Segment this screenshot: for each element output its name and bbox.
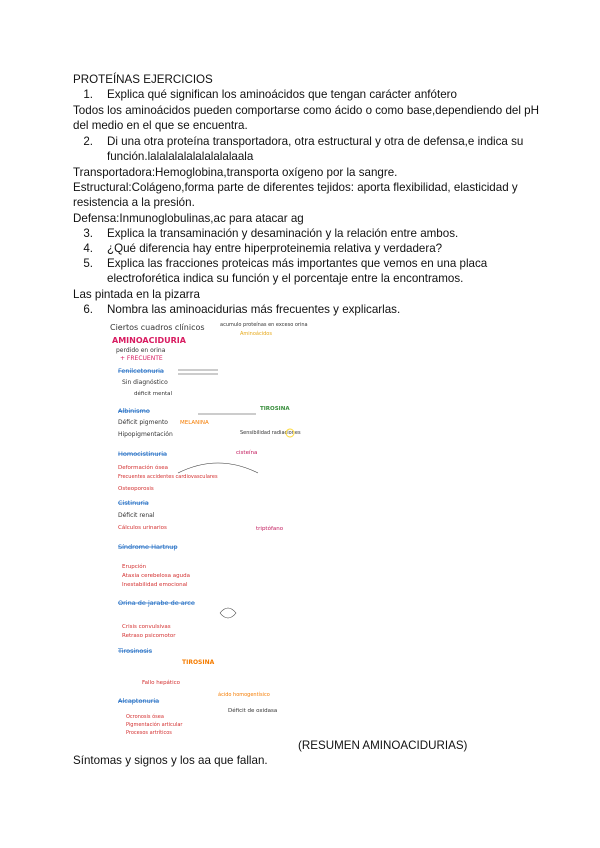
notes-mel: MELANINA bbox=[180, 420, 209, 426]
question-text: ¿Qué diferencia hay entre hiperproteinemia relativa y verdadera? bbox=[107, 242, 443, 255]
notes-item-jarabe: Orina de jarabe de arce bbox=[118, 599, 195, 607]
notes-subtitle: perdido en orina bbox=[116, 347, 166, 354]
question-2 bbox=[73, 134, 593, 164]
notes-tyr: TIROSINA bbox=[260, 406, 290, 412]
handwritten-notes-svg bbox=[108, 318, 308, 738]
note-pizarra: Las pintada en la pizarra bbox=[73, 288, 200, 301]
question-text: Di una otra proteína transportadora, otra estructural y otra de defensa,e indica su bbox=[107, 135, 524, 148]
notes-deform: Deformación ósea bbox=[118, 465, 168, 471]
question-text-continued: función.lalalalalalalalalalaala bbox=[107, 150, 254, 163]
question-6 bbox=[73, 302, 593, 317]
page-title: PROTEÍNAS EJERCICIOS bbox=[73, 73, 213, 86]
notes-tyr2: TIROSINA bbox=[182, 659, 215, 666]
notes-cis: cisteína bbox=[236, 450, 258, 456]
notes-item-cistinuria: Cistinuria bbox=[118, 499, 149, 507]
question-number: 6. bbox=[83, 303, 93, 316]
arrow-curve bbox=[220, 608, 236, 618]
notes-header-note2: Aminoácidos bbox=[240, 331, 272, 337]
notes-item-fenilcetonuria: Fenilcetonuria bbox=[118, 367, 164, 375]
arrow-curve bbox=[178, 463, 258, 473]
notes-artritis: Procesos artríticos bbox=[126, 730, 172, 736]
notes-inest: Inestabilidad emocional bbox=[122, 582, 188, 588]
question-number: 3. bbox=[83, 227, 93, 240]
notes-hipopig: Hipopigmentación bbox=[118, 431, 173, 438]
notes-crisis: Crisis convulsivas bbox=[122, 624, 171, 630]
notes-header: Ciertos cuadros clínicos bbox=[110, 323, 205, 332]
footer-note: Síntomas y signos y los aa que fallan. bbox=[73, 754, 268, 767]
notes-def-renal: Déficit renal bbox=[118, 512, 155, 519]
answer-defensa: Defensa:Inmunoglobulinas,ac para atacar ag bbox=[73, 212, 304, 225]
question-5 bbox=[73, 256, 593, 286]
question-text: Explica qué significan los aminoácidos que tengan carácter anfótero bbox=[107, 88, 457, 101]
question-number: 1. bbox=[83, 88, 93, 101]
notes-def-oxid: Déficit de oxidasa bbox=[228, 708, 278, 714]
answer-transportadora: Transportadora:Hemoglobina,transporta oxígeno por la sangre. bbox=[73, 166, 398, 179]
question-text: Explica las fracciones proteicas más importantes que vemos en una placa bbox=[107, 257, 488, 270]
notes-pigm: Pigmentación articular bbox=[126, 722, 183, 728]
notes-acido: ácido homogentísico bbox=[218, 692, 270, 698]
question-text: Explica la transaminación y desaminación y la relación entre ambos. bbox=[107, 227, 459, 240]
notes-erup: Erupción bbox=[122, 564, 147, 570]
question-1 bbox=[73, 87, 593, 102]
notes-item-hartnup: Síndrome Hartnup bbox=[118, 543, 178, 551]
question-text: Nombra las aminoacidurias más frecuentes y explicarlas. bbox=[107, 303, 401, 316]
notes-ataxia: Ataxia cerebelosa aguda bbox=[122, 573, 190, 579]
notes-frequent: + FRECUENTE bbox=[120, 355, 163, 362]
notes-calc: Cálculos urinarios bbox=[118, 525, 167, 531]
answer-1-line-2: del medio en el que se encuentra. bbox=[73, 119, 248, 132]
notes-sin-diag: Sin diagnóstico bbox=[122, 379, 168, 386]
question-3 bbox=[73, 226, 593, 241]
notes-item-albinismo: Albinismo bbox=[118, 407, 150, 415]
question-number: 4. bbox=[83, 242, 93, 255]
question-number: 5. bbox=[83, 257, 93, 270]
image-caption: (RESUMEN AMINOACIDURIAS) bbox=[298, 739, 468, 752]
notes-acc: Frecuentes accidentes cardiovasculares bbox=[118, 474, 218, 480]
notes-header-note: acumulo proteínas en exceso orina bbox=[220, 322, 308, 328]
question-text-continued: electroforética indica su función y el porcentaje entre la encontramos. bbox=[107, 272, 464, 285]
answer-estructural-line-2: resistencia a la presión. bbox=[73, 196, 195, 209]
notes-item-tirosinosis: Tirosinosis bbox=[118, 647, 152, 655]
handwritten-notes-image bbox=[108, 318, 308, 738]
notes-trip: triptófano bbox=[256, 526, 284, 532]
notes-item-homocistinuria: Homocistinuria bbox=[118, 450, 167, 458]
notes-ocron: Ocronosis ósea bbox=[126, 714, 164, 720]
notes-deficit-pigm: Déficit pigmento bbox=[118, 419, 168, 426]
question-4 bbox=[73, 241, 593, 256]
question-number: 2. bbox=[83, 135, 93, 148]
notes-retraso: Retraso psicomotor bbox=[122, 633, 176, 639]
notes-fallo: Fallo hepático bbox=[142, 680, 181, 686]
answer-estructural-line-1: Estructural:Colágeno,forma parte de diferentes tejidos: aporta flexibilidad, elasticidad y bbox=[73, 181, 518, 194]
notes-osteo: Osteoporosis bbox=[118, 486, 154, 492]
answer-1-line-1: Todos los aminoácidos pueden comportarse como ácido o como base,dependiendo del pH bbox=[73, 104, 539, 117]
notes-deficit-mental: déficit mental bbox=[134, 391, 173, 397]
notes-item-alcaptonuria: Alcaptonuria bbox=[118, 697, 160, 705]
notes-title: AMINOACIDURIA bbox=[112, 336, 186, 345]
notes-sensib: Sensibilidad radiaciones bbox=[240, 430, 301, 436]
